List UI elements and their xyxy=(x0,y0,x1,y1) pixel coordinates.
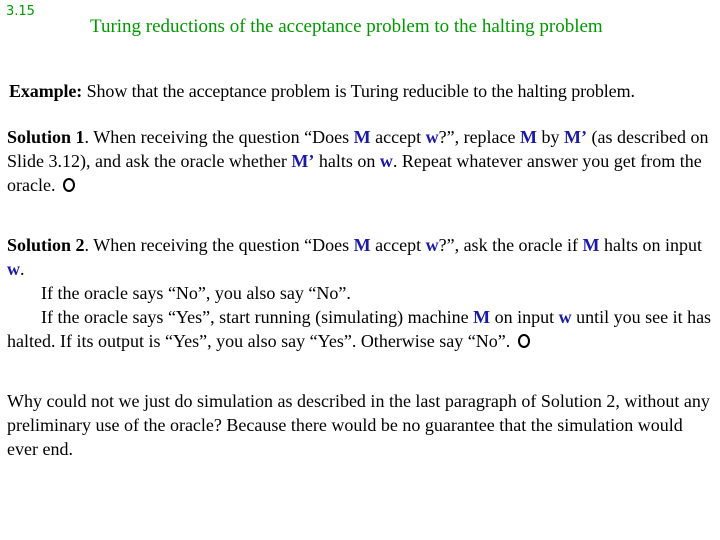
solution2-text: ?”, ask the oracle if xyxy=(438,235,583,255)
solution1-label: Solution 1 xyxy=(7,127,85,147)
solution1-text: ?”, replace xyxy=(438,127,521,147)
end-of-proof-icon xyxy=(63,178,75,192)
example-text: Show that the acceptance problem is Turing reducible to the halting problem. xyxy=(82,81,635,101)
solution2-paragraph xyxy=(7,233,713,353)
solution2-text: . When receiving the question “Does xyxy=(84,235,354,255)
input-symbol: w xyxy=(7,259,20,279)
machine-prime-symbol: M’ xyxy=(564,127,588,147)
machine-symbol: M xyxy=(353,127,371,147)
example-label: Example: xyxy=(9,81,83,101)
input-symbol: w xyxy=(425,235,439,255)
machine-symbol: M xyxy=(520,127,538,147)
end-of-proof-icon xyxy=(518,334,530,348)
solution2-text: accept xyxy=(370,235,426,255)
oracle-yes-text: until you see it has halted. If its output is “Yes”, you also say “Yes”. Otherwise say “No”. xyxy=(7,307,712,351)
solution2-text: halts on input xyxy=(599,235,703,255)
machine-symbol: M xyxy=(353,235,371,255)
input-symbol: w xyxy=(558,307,572,327)
example-paragraph xyxy=(9,79,715,103)
question-paragraph: Why could not we just do simulation as described in the last paragraph of Solution 2, without any preliminary use of the oracle? Because there would be no guarantee that the simulation would ever end. xyxy=(7,391,710,459)
input-symbol: w xyxy=(379,151,393,171)
solution1-text: (as described on Slide 3.12), and ask the oracle whether xyxy=(7,127,709,171)
solution1-text: . Repeat whatever answer you get from the oracle. xyxy=(7,151,702,195)
solution1-text: . When receiving the question “Does xyxy=(84,127,354,147)
machine-symbol: M xyxy=(582,235,600,255)
oracle-yes-text: If the oracle says “Yes”, start running (simulating) machine xyxy=(41,307,474,327)
machine-symbol: M xyxy=(473,307,491,327)
solution2-label: Solution 2 xyxy=(7,235,85,255)
solution1-text: by xyxy=(537,127,565,147)
input-symbol: w xyxy=(425,127,439,147)
oracle-no-line: If the oracle says “No”, you also say “No”. xyxy=(41,283,351,303)
oracle-yes-text: on input xyxy=(490,307,559,327)
solution2-text: . xyxy=(20,259,25,279)
slide-title: Turing reductions of the acceptance problem to the halting problem xyxy=(90,16,603,37)
slide-number: 3.15 xyxy=(6,4,35,19)
solution1-paragraph xyxy=(7,125,713,197)
solution1-text: halts on xyxy=(314,151,380,171)
machine-prime-symbol: M’ xyxy=(291,151,315,171)
solution1-text: accept xyxy=(370,127,426,147)
